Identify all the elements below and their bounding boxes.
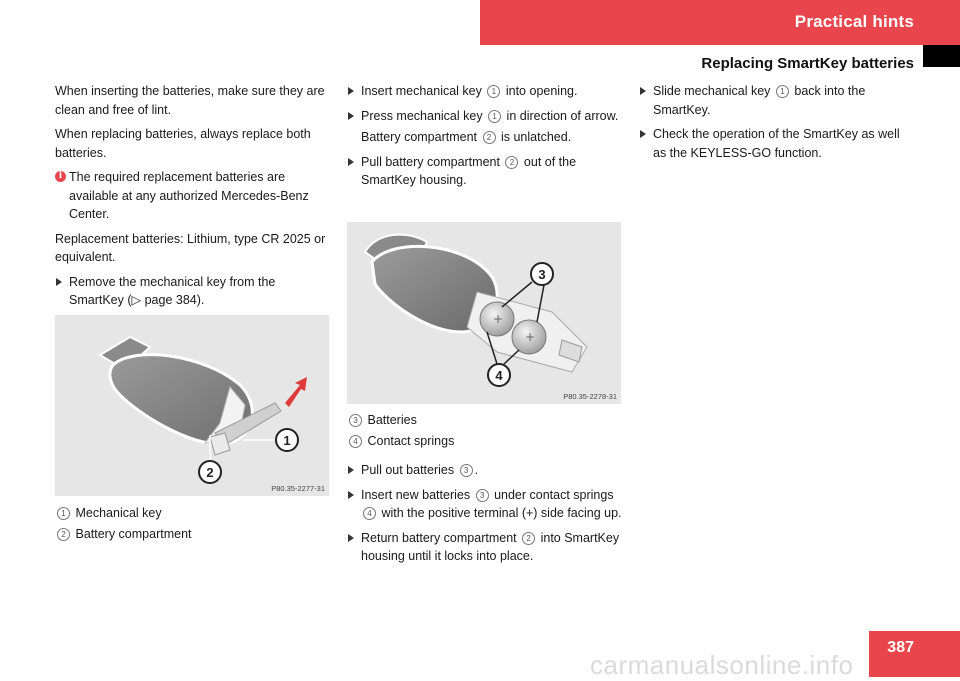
callout-number: 4	[349, 435, 362, 448]
step-arrow-icon	[640, 87, 646, 95]
callout-number: 3	[460, 464, 473, 477]
svg-text:1: 1	[283, 433, 291, 448]
legend-label: Mechanical key	[75, 506, 162, 520]
instruction-step	[347, 107, 623, 126]
legend-label: Contact springs	[367, 434, 455, 448]
paragraph-replace-both: When replacing batteries, always replace both batteries.	[55, 127, 311, 160]
legend-label: Batteries	[367, 413, 417, 427]
callout-number: 1	[488, 110, 501, 123]
step-arrow-icon	[348, 87, 354, 95]
figure-battery-compartment	[347, 222, 621, 404]
svg-text:4: 4	[495, 368, 503, 383]
step-arrow-icon	[348, 534, 354, 542]
step-arrow-icon	[348, 491, 354, 499]
step-text: Pull battery compartment	[361, 154, 500, 169]
step-text: .	[474, 463, 479, 477]
step-text: back into the SmartKey.	[653, 84, 866, 117]
instruction-step	[347, 461, 623, 480]
result-text: Battery compartment	[361, 130, 478, 144]
callout-number: 1	[57, 507, 70, 520]
section-title: Practical hints	[794, 12, 914, 31]
column-3	[639, 82, 909, 168]
callout-number: 1	[776, 85, 789, 98]
figure-code: P80.35-2277-31	[271, 484, 325, 493]
column-2-steps-lower	[347, 461, 623, 572]
column-2	[347, 82, 623, 196]
step-text: Press mechanical key	[361, 108, 483, 123]
legend-item	[347, 431, 454, 452]
step-text: Insert new batteries	[361, 487, 471, 502]
legend-item	[55, 524, 192, 545]
result-text: is unlatched.	[500, 130, 572, 144]
paragraph-battery-type: Replacement batteries: Lithium, type CR 2025 or equivalent.	[55, 231, 326, 264]
callout-number: 2	[57, 528, 70, 541]
instruction-step	[55, 273, 333, 310]
step-arrow-icon	[348, 112, 354, 120]
step-text: Check the operation of the SmartKey as well as the KEYLESS-GO function.	[653, 127, 900, 160]
step-text: with the positive terminal (+) side facing up.	[381, 506, 622, 520]
step-text: out of the SmartKey housing.	[361, 154, 577, 187]
step-text: into SmartKey housing until it locks into place.	[361, 530, 620, 563]
section-header-bar	[480, 0, 960, 45]
callout-number: 3	[476, 489, 489, 502]
callout-number: 2	[483, 131, 496, 144]
step-text: Slide mechanical key	[653, 84, 771, 98]
header-tab-marker	[923, 45, 960, 67]
instruction-step	[347, 486, 623, 523]
svg-text:2: 2	[206, 465, 214, 480]
callout-number: 1	[487, 85, 500, 98]
figure-code: P80.35-2278-31	[563, 392, 617, 401]
figure-smartkey-mechanical-key	[55, 315, 329, 496]
svg-text:+: +	[493, 312, 504, 326]
battery-compartment-illustration	[347, 222, 621, 404]
step-text: under contact springs	[494, 487, 614, 502]
callout-number: 4	[363, 507, 376, 520]
smartkey-illustration	[55, 315, 329, 496]
info-icon: i	[55, 171, 66, 182]
page-number: 387	[887, 639, 914, 656]
svg-text:3: 3	[538, 267, 546, 282]
callout-number: 2	[522, 532, 535, 545]
step-result	[347, 128, 623, 147]
step-text: in direction of arrow.	[506, 108, 619, 123]
instruction-step	[347, 529, 623, 566]
step-arrow-icon	[348, 466, 354, 474]
instruction-step	[639, 82, 909, 119]
figure-2-legend	[347, 410, 454, 452]
legend-item	[347, 410, 454, 431]
instruction-step	[347, 153, 623, 190]
step-arrow-icon	[348, 158, 354, 166]
callout-number: 2	[505, 156, 518, 169]
column-1	[55, 82, 333, 316]
page-subtitle: Replacing SmartKey batteries	[701, 55, 914, 72]
watermark-text: carmanualsonline.info	[590, 650, 854, 680]
instruction-step	[347, 82, 623, 101]
info-note-text: The required replacement batteries are available at any authorized Mercedes-Benz Center.	[69, 170, 309, 221]
step-arrow-icon	[56, 278, 62, 286]
step-text: Insert mechanical key	[361, 84, 482, 98]
step-text: into opening.	[505, 84, 578, 98]
step-text: Pull out batteries	[361, 463, 455, 477]
info-note	[55, 168, 333, 224]
svg-text:+: +	[525, 330, 536, 344]
instruction-step	[639, 125, 909, 162]
step-text: Remove the mechanical key from the SmartKey (▷ page 384).	[69, 274, 276, 307]
callout-number: 3	[349, 414, 362, 427]
legend-label: Battery compartment	[75, 527, 192, 541]
legend-item	[55, 503, 192, 524]
figure-1-legend	[55, 503, 192, 545]
step-arrow-icon	[640, 130, 646, 138]
step-text: Return battery compartment	[361, 530, 517, 545]
page-number-box	[869, 631, 960, 677]
paragraph-clean-batteries: When inserting the batteries, make sure they are clean and free of lint.	[55, 84, 325, 117]
